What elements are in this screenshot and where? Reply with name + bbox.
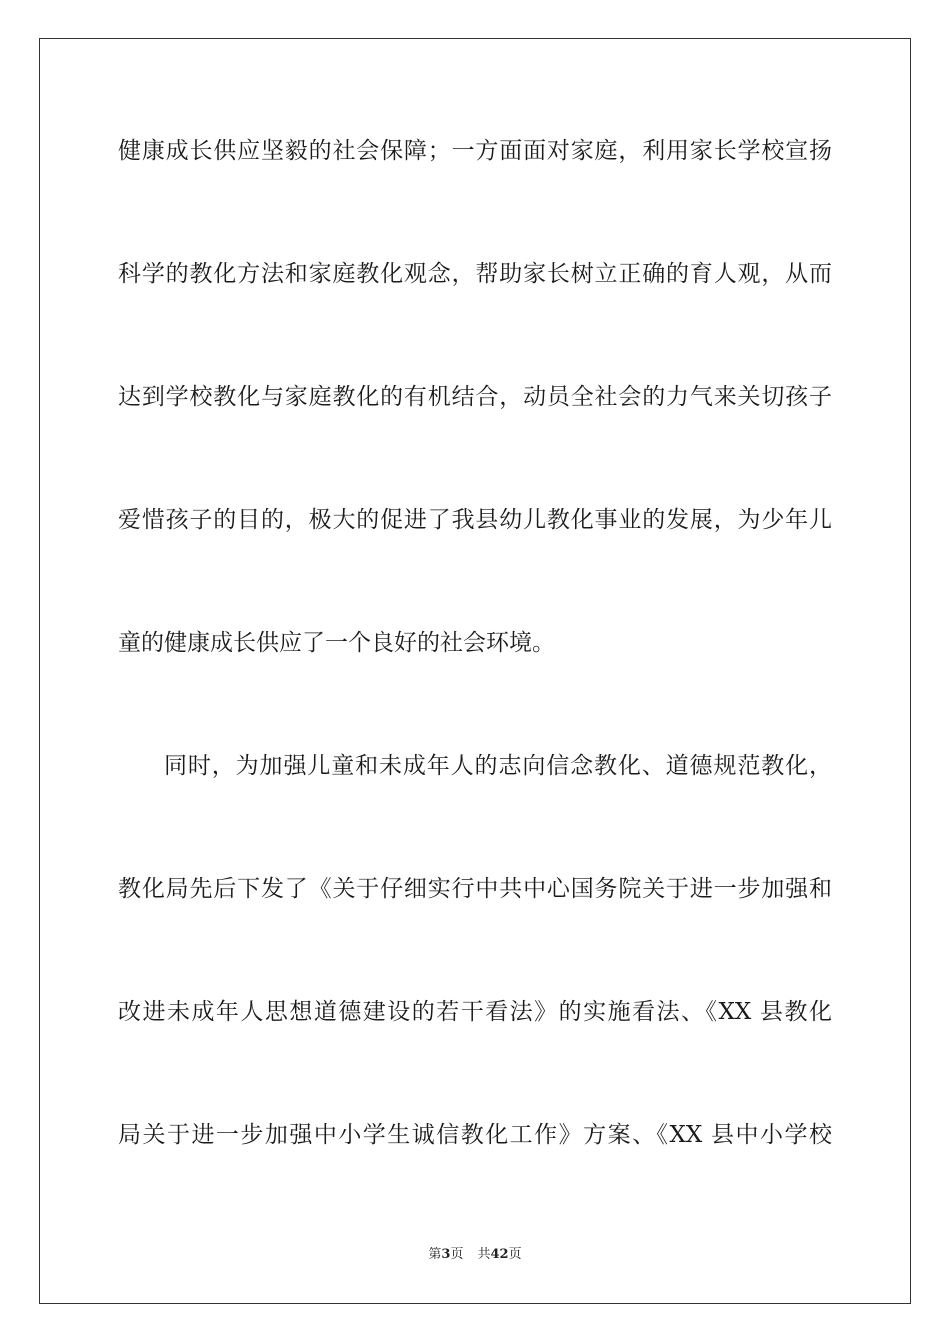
paragraph-first-line: 同时，为加强儿童和未成年人的志向信念教化、道德规范教化， [164,753,832,779]
paragraph-line: 童的健康成长供应了一个良好的社会环境。 [118,630,555,656]
page-border [39,38,911,1304]
page-suffix: 页 [450,1247,464,1262]
total-pages: 42 [490,1247,509,1262]
total-prefix: 共 [477,1247,491,1262]
paragraph-line: 健康成长供应坚毅的社会保障；一方面面对家庭，利用家长学校宣扬 [118,138,832,164]
paragraph-line: 爱惜孩子的目的，极大的促进了我县幼儿教化事业的发展，为少年儿 [118,507,832,533]
page-number: 3 [441,1247,451,1262]
paragraph-line: 教化局先后下发了《关于仔细实行中共中心国务院关于进一步加强和 [118,876,832,902]
page-prefix: 第 [428,1247,442,1262]
total-suffix: 页 [508,1247,522,1262]
paragraph-line: 达到学校教化与家庭教化的有机结合，动员全社会的力气来关切孩子 [118,384,832,410]
paragraph-line: 改进未成年人思想道德建设的若干看法》的实施看法、《XX 县教化 [118,999,832,1025]
page-footer [0,1246,950,1264]
paragraph-line: 局关于进一步加强中小学生诚信教化工作》方案、《XX 县中小学校 [118,1122,832,1148]
paragraph-line: 科学的教化方法和家庭教化观念，帮助家长树立正确的育人观，从而 [118,261,832,287]
